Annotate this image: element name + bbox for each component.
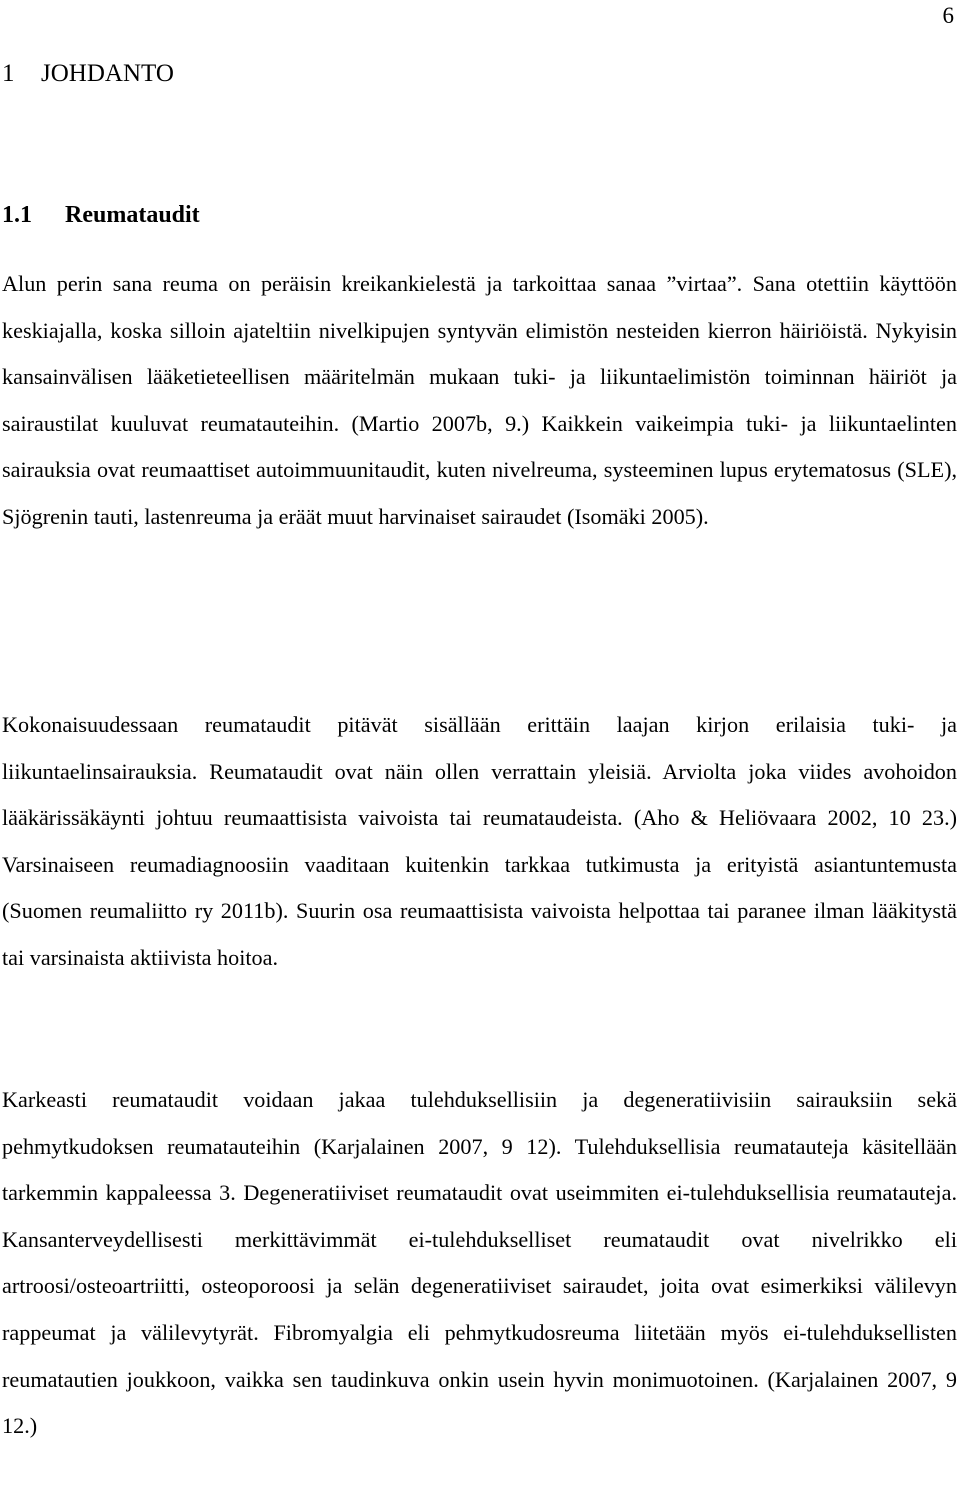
chapter-title: JOHDANTO [41,60,174,87]
chapter-heading [2,58,174,90]
section-number: 1.1 [2,202,32,228]
paragraph-2: Kokonaisuudessaan reumataudit pitävät sisällään erittäin laajan kirjon erilaisia tuki- ja liikuntaelinsairauksia. Reumataudit ovat näin ollen verrattain yleisiä. Arviolta joka viides avohoidon lääkärissäkäynti johtuu reumaattisista vaivoista tai reumataudeista. (Aho & Heliövaara 2002, 10 23.) Varsinaiseen reumadiagnoosiin vaaditaan kuitenkin tarkkaa tutkimusta ja erityistä asiantuntemusta (Suomen reumaliitto ry 2011b). Suurin osa reumaattisista vaivoista helpottaa tai paranee ilman lääkitystä tai varsinaista aktiivista hoitoa. [2,712,957,970]
paragraph-3: Karkeasti reumataudit voidaan jakaa tulehduksellisiin ja degeneratiivisiin sairauksiin sekä pehmytkudoksen reumatauteihin (Karjalainen 2007, 9 12). Tulehduksellisia reumatauteja käsitellään tarkemmin kappaleessa 3. Degeneratiiviset reumataudit ovat useimmiten ei-tulehduksellisia reumatauteja. Kansanterveydellisesti merkittävimmät ei-tulehdukselliset reumataudit ovat nivelrikko eli artroosi/osteoartriitti, osteoporoosi ja selän degeneratiiviset sairaudet, joita ovat esimerkiksi välilevyn rappeumat ja välilevytyrät. Fibromyalgia eli pehmytkudosreuma liitetään myös ei-tulehduksellisten reumatautien joukkoon, vaikka sen taudinkuva onkin usein hyvin monimuotoinen. (Karjalainen 2007, 9 12.) [2,1087,957,1439]
section-title: Reumataudit [65,202,200,228]
section-heading [2,199,200,231]
paragraph-1: Alun perin sana reuma on peräisin kreikankielestä ja tarkoittaa sanaa ”virtaa”. Sana otettiin käyttöön keskiajalla, koska silloin ajateltiin nivelkipujen syntyvän elimistön nesteiden kierron häiriöistä. Nykyisin kansainvälisen lääketieteellisen määritelmän mukaan tuki- ja liikuntaelimistön toiminnan häiriöt ja sairaustilat kuuluvat reumatauteihin. (Martio 2007b, 9.) Kaikkein vaikeimpia tuki- ja liikuntaelinten sairauksia ovat reumaattiset autoimmuunitaudit, kuten nivelreuma, systeeminen lupus erytematosus (SLE), Sjögrenin tauti, lastenreuma ja eräät muut harvinaiset sairaudet (Isomäki 2005). [2,271,957,529]
chapter-number: 1 [2,60,15,87]
page-number: 6 [942,3,954,28]
